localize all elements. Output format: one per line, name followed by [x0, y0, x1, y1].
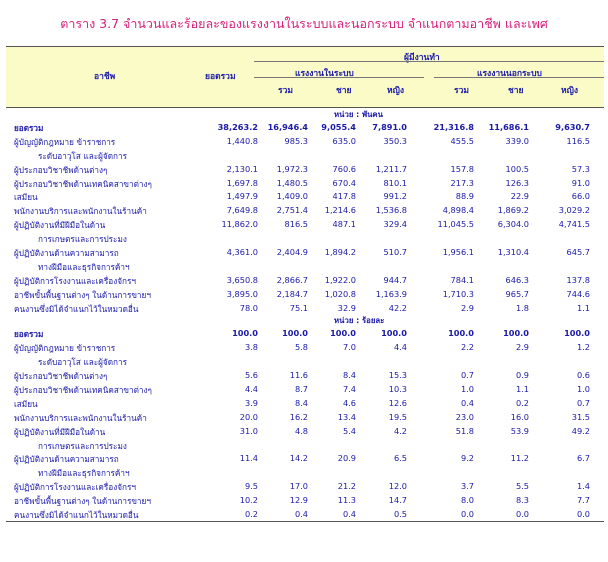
row-value: 14.2	[289, 453, 308, 464]
row-value: 810.1	[383, 177, 407, 188]
row-value: 11.6	[289, 370, 308, 381]
row-label: ผู้ปฏิบัติงานที่มีฝีมือในด้าน	[14, 426, 106, 437]
row-label: ผู้ประกอบวิชาชีพด้านเทคนิคสาขาต่างๆ	[14, 178, 152, 189]
row-value: 1.8	[515, 302, 529, 313]
row-value: 42.2	[388, 302, 407, 313]
row-value: 7,891.0	[372, 122, 407, 132]
row-value: 13.4	[337, 411, 356, 422]
row-value: 100.0	[282, 328, 308, 339]
row-value: 1.1	[576, 302, 590, 313]
header-formal-male: ชาย	[336, 86, 352, 96]
row-value: 4.4	[244, 384, 258, 395]
row-value: 760.6	[332, 163, 356, 174]
row-value: 0.0	[460, 509, 474, 520]
row-value: 1,211.7	[375, 163, 407, 174]
table-header	[6, 46, 604, 108]
row-value: 11,686.1	[488, 122, 529, 132]
row-value: 6,304.0	[497, 219, 529, 230]
header-informal-male: ชาย	[508, 86, 524, 96]
row-value: 635.0	[332, 135, 356, 146]
table-row	[6, 120, 604, 134]
table-row	[6, 396, 604, 410]
row-value: 12.0	[388, 481, 407, 492]
table-row	[6, 326, 604, 340]
row-value: 3,895.0	[226, 288, 258, 299]
row-value: 9,055.4	[321, 122, 356, 132]
row-value: 16.2	[289, 411, 308, 422]
table-row	[6, 301, 604, 315]
row-value: 670.4	[332, 177, 356, 188]
row-value: 75.1	[289, 302, 308, 313]
table-row	[6, 424, 604, 438]
row-value: 965.7	[505, 288, 529, 299]
table-row	[6, 340, 604, 354]
table-row	[6, 203, 604, 217]
row-value: 1.0	[576, 384, 590, 395]
table-row	[6, 382, 604, 396]
row-label: ทางฝีมือและธุรกิจการค้าฯ	[38, 261, 130, 272]
row-value: 9.2	[460, 453, 474, 464]
row-value: 7.4	[342, 384, 356, 395]
row-value: 23.0	[455, 411, 474, 422]
row-value: 53.9	[510, 425, 529, 436]
row-value: 1,956.1	[442, 247, 474, 258]
unit-label	[6, 108, 604, 120]
row-value: 4.2	[393, 425, 407, 436]
row-value: 11.4	[239, 453, 258, 464]
header-formal-sum: รวม	[278, 86, 293, 96]
row-value: 744.6	[566, 288, 590, 299]
row-value: 4,361.0	[226, 247, 258, 258]
row-value: 100.0	[330, 328, 356, 339]
row-value: 0.4	[342, 509, 356, 520]
data-table	[6, 46, 604, 522]
row-value: 3.8	[244, 342, 258, 353]
row-label: ผู้ปฏิบัติการโรงงานและเครื่องจักรฯ	[14, 482, 136, 493]
table-row	[6, 231, 604, 245]
row-label: ทางฝีมือและธุรกิจการค้าฯ	[38, 468, 130, 479]
row-value: 1.1	[515, 384, 529, 395]
row-value: 2,184.7	[276, 288, 308, 299]
row-value: 9,630.7	[555, 122, 590, 132]
row-value: 88.9	[455, 191, 474, 202]
row-value: 21,316.8	[433, 122, 474, 132]
row-value: 1.0	[460, 384, 474, 395]
row-value: 1,020.8	[324, 288, 356, 299]
row-value: 5.5	[515, 481, 529, 492]
table-row	[6, 217, 604, 231]
row-label: การเกษตรและการประมง	[38, 234, 127, 245]
header-rule-formal	[254, 77, 424, 78]
row-label: เสมียน	[14, 398, 38, 409]
table-row	[6, 245, 604, 259]
row-value: 8.4	[294, 397, 308, 408]
row-value: 19.5	[388, 411, 407, 422]
row-value: 6.5	[393, 453, 407, 464]
row-value: 2.2	[460, 342, 474, 353]
table-row	[6, 479, 604, 493]
header-informal-sum: รวม	[454, 86, 469, 96]
row-value: 4.6	[342, 397, 356, 408]
row-value: 7.7	[576, 495, 590, 506]
row-value: 3,029.2	[558, 205, 590, 216]
row-value: 16,946.4	[267, 122, 308, 132]
row-value: 2.9	[460, 302, 474, 313]
row-value: 3.7	[460, 481, 474, 492]
row-value: 0.6	[576, 370, 590, 381]
row-value: 100.0	[503, 328, 529, 339]
row-value: 7,649.8	[226, 205, 258, 216]
row-label: ยอดรวม	[14, 123, 44, 133]
table-row	[6, 273, 604, 287]
row-value: 32.9	[337, 302, 356, 313]
row-value: 116.5	[566, 135, 590, 146]
header-informal: แรงงานนอกระบบ	[477, 69, 542, 79]
row-label: ยอดรวม	[14, 329, 44, 340]
table-row	[6, 368, 604, 382]
row-value: 510.7	[383, 247, 407, 258]
row-label: อาชีพขั้นพื้นฐานต่างๆ ในด้านการขายฯ	[14, 289, 151, 300]
row-value: 944.7	[383, 274, 407, 285]
row-value: 157.8	[450, 163, 474, 174]
row-value: 0.7	[460, 370, 474, 381]
row-value: 2,866.7	[276, 274, 308, 285]
row-value: 1,310.4	[497, 247, 529, 258]
row-label: ผู้บัญญัติกฎหมาย ข้าราชการ	[14, 343, 116, 354]
row-value: 1,163.9	[375, 288, 407, 299]
row-label: คนงานซึ่งมิได้จำแนกไว้ในหมวดอื่น	[14, 510, 139, 521]
row-value: 350.3	[383, 135, 407, 146]
row-value: 10.3	[388, 384, 407, 395]
header-employed: ผู้มีงานทำ	[404, 53, 440, 63]
row-value: 1,894.2	[324, 247, 356, 258]
row-value: 0.4	[294, 509, 308, 520]
row-value: 455.5	[450, 135, 474, 146]
row-value: 31.5	[571, 411, 590, 422]
row-value: 31.0	[239, 425, 258, 436]
row-value: 2,751.4	[276, 205, 308, 216]
header-informal-female: หญิง	[561, 86, 578, 96]
row-label: พนักงานบริการและพนักงานในร้านค้า	[14, 412, 147, 423]
row-label: ผู้ปฏิบัติงานด้านความสามารถ	[14, 454, 119, 465]
row-label: ระดับอาวุโส และผู้จัดการ	[38, 150, 127, 161]
row-value: 1.4	[576, 481, 590, 492]
row-value: 15.3	[388, 370, 407, 381]
rows-absolute	[6, 120, 604, 314]
row-value: 1,409.0	[276, 191, 308, 202]
row-value: 985.3	[284, 135, 308, 146]
row-value: 0.0	[576, 509, 590, 520]
row-value: 20.0	[239, 411, 258, 422]
row-value: 7.0	[342, 342, 356, 353]
unit-text: หน่วย : พันคน	[334, 110, 383, 119]
row-value: 4.8	[294, 425, 308, 436]
row-value: 49.2	[571, 425, 590, 436]
row-value: 487.1	[332, 219, 356, 230]
table-row	[6, 451, 604, 465]
row-value: 645.7	[566, 247, 590, 258]
row-value: 8.4	[342, 370, 356, 381]
row-value: 100.0	[448, 328, 474, 339]
row-value: 21.2	[337, 481, 356, 492]
row-label: ผู้ปฏิบัติงานด้านความสามารถ	[14, 248, 119, 259]
row-value: 9.5	[244, 481, 258, 492]
row-value: 91.0	[571, 177, 590, 188]
row-label: พนักงานบริการและพนักงานในร้านค้า	[14, 206, 147, 217]
row-value: 329.4	[383, 219, 407, 230]
row-value: 646.3	[505, 274, 529, 285]
row-label: คนงานซึ่งมิได้จำแนกไว้ในหมวดอื่น	[14, 303, 139, 314]
row-value: 38,263.2	[217, 122, 258, 132]
row-value: 339.0	[505, 135, 529, 146]
row-value: 0.9	[515, 370, 529, 381]
table-row	[6, 465, 604, 479]
row-value: 20.9	[337, 453, 356, 464]
row-value: 14.7	[388, 495, 407, 506]
row-value: 1,497.9	[226, 191, 258, 202]
row-value: 17.0	[289, 481, 308, 492]
row-value: 1,972.3	[276, 163, 308, 174]
row-value: 10.2	[239, 495, 258, 506]
table-row	[6, 287, 604, 301]
table-row	[6, 162, 604, 176]
row-value: 0.4	[460, 397, 474, 408]
section-absolute	[6, 108, 604, 314]
row-value: 66.0	[571, 191, 590, 202]
row-value: 3.9	[244, 397, 258, 408]
row-value: 5.4	[342, 425, 356, 436]
unit-text: หน่วย : ร้อยละ	[334, 316, 385, 326]
row-value: 0.5	[393, 509, 407, 520]
row-value: 0.2	[515, 397, 529, 408]
row-value: 100.5	[505, 163, 529, 174]
table-row	[6, 354, 604, 368]
table-title: ตาราง 3.7 จำนวนและร้อยละของแรงงานในระบบและนอกระบบ จำแนกตามอาชีพ และเพศ	[60, 16, 548, 31]
row-label: ผู้ปฏิบัติการโรงงานและเครื่องจักรฯ	[14, 275, 136, 286]
row-value: 57.3	[571, 163, 590, 174]
row-value: 1,536.8	[375, 205, 407, 216]
section-percent	[6, 314, 604, 520]
header-occupation: อาชีพ	[94, 72, 116, 82]
row-value: 4.4	[393, 342, 407, 353]
row-value: 5.6	[244, 370, 258, 381]
row-value: 51.8	[455, 425, 474, 436]
row-value: 8.7	[294, 384, 308, 395]
table-row	[6, 493, 604, 507]
row-value: 1,440.8	[226, 135, 258, 146]
row-label: ผู้ประกอบวิชาชีพด้านต่างๆ	[14, 371, 108, 382]
row-label: การเกษตรและการประมง	[38, 440, 127, 451]
table-row	[6, 148, 604, 162]
row-value: 8.3	[515, 495, 529, 506]
row-value: 11.3	[337, 495, 356, 506]
row-value: 5.8	[294, 342, 308, 353]
row-label: ระดับอาวุโส และผู้จัดการ	[38, 357, 127, 368]
row-value: 991.2	[383, 191, 407, 202]
rows-percent	[6, 326, 604, 520]
row-value: 217.3	[450, 177, 474, 188]
row-label: เสมียน	[14, 192, 38, 203]
row-value: 11,045.5	[437, 219, 474, 230]
row-value: 1,214.6	[324, 205, 356, 216]
row-label: ผู้ปฏิบัติงานที่มีฝีมือในด้าน	[14, 220, 106, 231]
row-value: 1,697.8	[226, 177, 258, 188]
header-formal: แรงงานในระบบ	[295, 69, 354, 79]
row-value: 78.0	[239, 302, 258, 313]
row-value: 1,480.5	[276, 177, 308, 188]
table-row	[6, 134, 604, 148]
header-formal-female: หญิง	[387, 86, 404, 96]
row-value: 2,404.9	[276, 247, 308, 258]
row-label: อาชีพขั้นพื้นฐานต่างๆ ในด้านการขายฯ	[14, 496, 151, 507]
row-value: 137.8	[566, 274, 590, 285]
row-value: 4,741.5	[558, 219, 590, 230]
row-value: 100.0	[381, 328, 407, 339]
row-value: 2.9	[515, 342, 529, 353]
row-value: 4,898.4	[442, 205, 474, 216]
row-value: 100.0	[232, 328, 258, 339]
row-value: 0.2	[244, 509, 258, 520]
row-value: 1.2	[576, 342, 590, 353]
row-value: 2,130.1	[226, 163, 258, 174]
row-label: ผู้ประกอบวิชาชีพด้านเทคนิคสาขาต่างๆ	[14, 385, 152, 396]
row-value: 0.0	[515, 509, 529, 520]
table-row	[6, 507, 604, 521]
table-row	[6, 410, 604, 424]
row-value: 816.5	[284, 219, 308, 230]
row-label: ผู้บัญญัติกฎหมาย ข้าราชการ	[14, 136, 116, 147]
row-value: 12.9	[289, 495, 308, 506]
row-value: 1,922.0	[324, 274, 356, 285]
row-value: 12.6	[388, 397, 407, 408]
table-row	[6, 438, 604, 452]
row-value: 8.0	[460, 495, 474, 506]
row-value: 6.7	[576, 453, 590, 464]
unit-label	[6, 314, 604, 326]
row-value: 100.0	[564, 328, 590, 339]
row-value: 1,710.3	[442, 288, 474, 299]
row-value: 3,650.8	[226, 274, 258, 285]
table-row	[6, 189, 604, 203]
row-value: 11.2	[510, 453, 529, 464]
header-rule-employed	[254, 61, 604, 62]
row-value: 11,862.0	[221, 219, 258, 230]
table-row	[6, 176, 604, 190]
row-value: 22.9	[510, 191, 529, 202]
row-value: 16.0	[510, 411, 529, 422]
row-value: 417.8	[332, 191, 356, 202]
row-label: ผู้ประกอบวิชาชีพด้านต่างๆ	[14, 164, 108, 175]
header-rule-informal	[434, 77, 604, 78]
row-value: 784.1	[450, 274, 474, 285]
header-total: ยอดรวม	[205, 72, 236, 82]
row-value: 0.7	[576, 397, 590, 408]
table-row	[6, 259, 604, 273]
row-value: 126.3	[505, 177, 529, 188]
row-value: 1,869.2	[497, 205, 529, 216]
